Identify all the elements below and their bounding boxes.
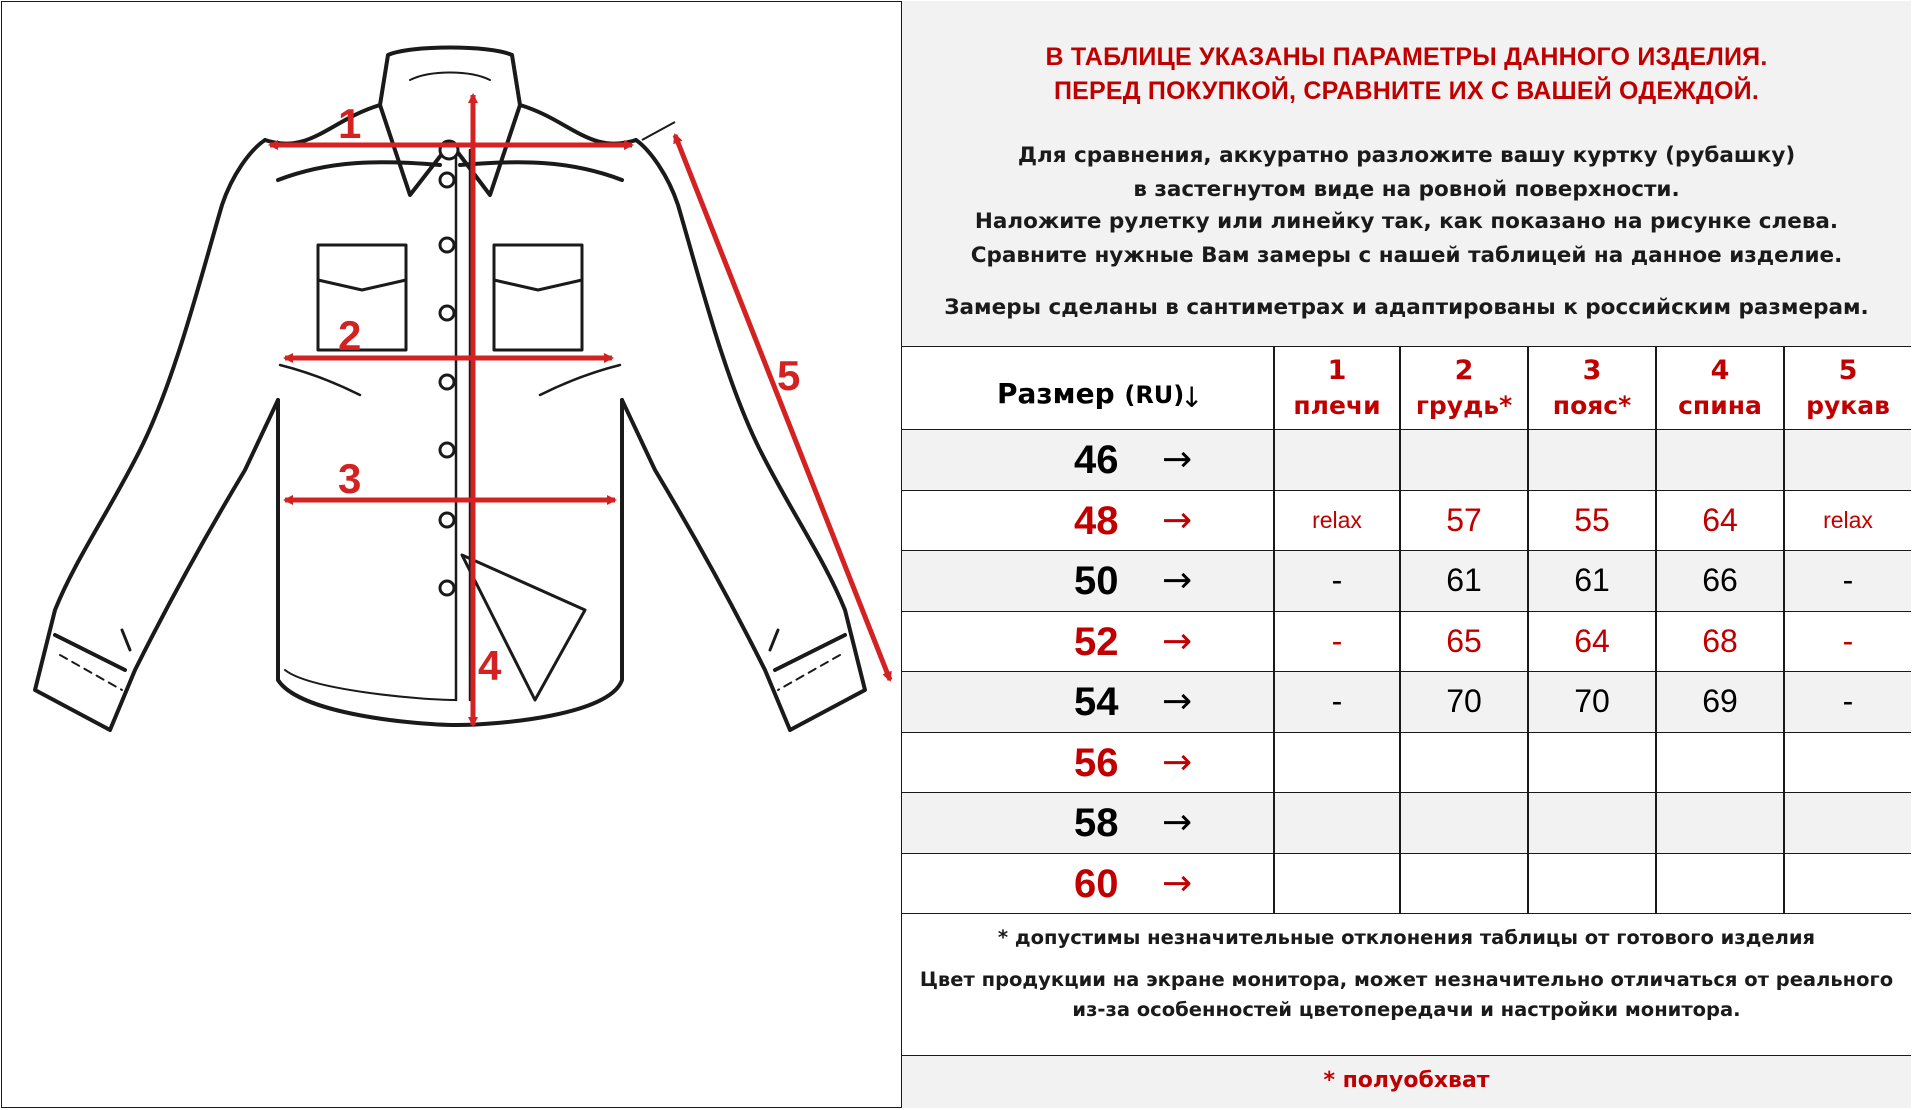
measurement-cell-4 [1656, 733, 1784, 793]
column-header-5 [1784, 347, 1912, 430]
measurement-cell-3 [1528, 793, 1656, 853]
size-cell [902, 612, 1274, 672]
half-girth-note: * полуобхват [1323, 1068, 1490, 1093]
instructions-block [902, 1, 1911, 347]
measurement-cell-3 [1528, 854, 1656, 914]
measurement-cell-4: 69 [1702, 683, 1738, 720]
column-number: 3 [1582, 355, 1602, 386]
column-header-1 [1274, 347, 1400, 430]
size-row-50 [902, 551, 1911, 612]
size-row-54 [902, 672, 1911, 733]
size-table-header [902, 347, 1911, 430]
size-value: 46 [1074, 438, 1119, 482]
column-label: рукав [1806, 391, 1890, 420]
warning-line-1: В ТАБЛИЦЕ УКАЗАНЫ ПАРАМЕТРЫ ДАННОГО ИЗДЕЛИЯ. [1045, 43, 1768, 71]
size-row-46 [902, 430, 1911, 491]
size-value: 54 [1074, 680, 1119, 724]
measurement-cell-4: 68 [1702, 622, 1738, 659]
table-column-divider [1527, 347, 1529, 914]
column-label: грудь* [1415, 391, 1513, 420]
measurement-cell-2: 61 [1446, 562, 1482, 599]
measurement-cell-5: - [1842, 562, 1854, 599]
measurement-cell-2: 65 [1446, 622, 1482, 659]
measurement-cell-5 [1784, 854, 1912, 914]
column-number: 2 [1454, 355, 1474, 386]
footnote-block [902, 914, 1911, 1056]
measurement-cell-1 [1274, 430, 1400, 490]
sleeve-measure-arrow [675, 135, 890, 680]
measurement-cell-3: 61 [1574, 562, 1610, 599]
measurement-cell-3: 55 [1574, 501, 1610, 538]
measurement-cell-1 [1274, 793, 1400, 853]
measure-label-4: 4 [478, 642, 502, 689]
measurement-cell-2 [1400, 854, 1528, 914]
measurement-cell-1: - [1331, 683, 1343, 720]
measurement-cell-2: 70 [1446, 683, 1482, 720]
size-value: 50 [1074, 559, 1119, 603]
column-number: 5 [1838, 355, 1858, 386]
measurement-cell-2: 57 [1446, 501, 1482, 538]
table-column-divider [1655, 347, 1657, 914]
size-row-58 [902, 793, 1911, 854]
table-column-divider [1783, 347, 1785, 914]
right-arrow-icon: → [1162, 499, 1193, 541]
measurement-cell-1: - [1331, 622, 1343, 659]
instruction-line-4: Сравните нужные Вам замеры с нашей таблицей на данное изделие. [970, 243, 1843, 268]
instruction-line-3: Наложите рулетку или линейку так, как показано на рисунке слева. [974, 209, 1839, 234]
measurement-cell-5 [1784, 733, 1912, 793]
size-cell [902, 491, 1274, 551]
column-header-4 [1656, 347, 1784, 430]
column-number: 4 [1710, 355, 1730, 386]
measurement-cell-5: - [1842, 622, 1854, 659]
right-arrow-icon: → [1162, 620, 1193, 662]
measurement-cell-2 [1400, 733, 1528, 793]
shirt-measurement-diagram [0, 0, 901, 1110]
measure-label-2: 2 [338, 312, 362, 359]
column-label: спина [1678, 391, 1762, 420]
half-girth-note-block [902, 1056, 1911, 1108]
size-value: 60 [1074, 861, 1119, 906]
right-arrow-icon: → [1162, 741, 1193, 783]
column-header-2 [1400, 347, 1528, 430]
column-header-3 [1528, 347, 1656, 430]
size-table [902, 347, 1911, 914]
measurement-cell-5: - [1842, 683, 1854, 720]
measurement-cell-2 [1400, 793, 1528, 853]
size-row-56 [902, 733, 1911, 794]
measurement-cell-1 [1274, 733, 1400, 793]
size-cell [902, 430, 1274, 490]
right-arrow-icon: → [1162, 439, 1193, 480]
right-arrow-icon: → [1162, 862, 1193, 904]
measure-label-3: 3 [338, 455, 362, 502]
size-row-52 [902, 612, 1911, 673]
size-cell [902, 793, 1274, 853]
measurement-cell-1: relax [1312, 506, 1362, 533]
measurement-cell-2 [1400, 430, 1528, 490]
size-cell [902, 551, 1274, 611]
size-value: 52 [1074, 619, 1119, 664]
warning-line-2: ПЕРЕД ПОКУПКОЙ, СРАВНИТЕ ИХ С ВАШЕЙ ОДЕЖДОЙ. [1053, 77, 1760, 105]
size-value: 48 [1074, 498, 1119, 543]
color-note-line-1: Цвет продукции на экране монитора, может незначительно отличаться от реального [919, 968, 1894, 991]
measure-label-1: 1 [338, 100, 362, 147]
measurement-cell-3: 64 [1574, 622, 1610, 659]
size-value: 56 [1074, 740, 1119, 785]
measurement-cell-3 [1528, 430, 1656, 490]
right-arrow-icon: → [1162, 681, 1193, 722]
deviation-note: * допустимы незначительные отклонения таблицы от готового изделия [997, 926, 1816, 949]
right-arrow-icon: → [1162, 560, 1193, 601]
instruction-line-1: Для сравнения, аккуратно разложите вашу куртку (рубашку) [1017, 143, 1796, 168]
size-cell [902, 672, 1274, 732]
size-value: 58 [1074, 801, 1119, 845]
column-label: пояс* [1552, 391, 1632, 420]
measure-label-5: 5 [777, 352, 801, 399]
column-number: 1 [1327, 355, 1347, 386]
size-cell [902, 733, 1274, 793]
size-row-60 [902, 854, 1911, 915]
measurement-cell-4: 66 [1702, 562, 1738, 599]
table-column-divider [1399, 347, 1401, 914]
instruction-line-2: в застегнутом виде на ровной поверхности. [1133, 177, 1680, 202]
size-column-header: Размер (RU) [997, 377, 1185, 410]
right-arrow-icon: → [1162, 802, 1193, 843]
measurement-cell-1: - [1331, 562, 1343, 599]
size-row-48 [902, 491, 1911, 552]
measurement-cell-4: 64 [1702, 501, 1738, 538]
size-cell [902, 854, 1274, 914]
measurement-cell-3 [1528, 733, 1656, 793]
measurement-cell-5: relax [1823, 506, 1873, 533]
down-arrow-icon: ↓ [1180, 381, 1204, 414]
color-note-line-2: из-за особенностей цветопередачи и настройки монитора. [1072, 998, 1741, 1021]
measurement-cell-4 [1656, 793, 1784, 853]
column-label: плечи [1293, 391, 1381, 420]
measurement-cell-4 [1656, 854, 1784, 914]
measurement-arrows [270, 95, 890, 725]
measurement-cell-1 [1274, 854, 1400, 914]
measurement-cell-5 [1784, 430, 1912, 490]
units-note: Замеры сделаны в сантиметрах и адаптированы к российским размерам. [944, 295, 1869, 320]
measurement-cell-3: 70 [1574, 683, 1610, 720]
table-column-divider [1273, 347, 1275, 914]
measurement-cell-5 [1784, 793, 1912, 853]
measurement-cell-4 [1656, 430, 1784, 490]
size-info-panel [901, 1, 1911, 1108]
